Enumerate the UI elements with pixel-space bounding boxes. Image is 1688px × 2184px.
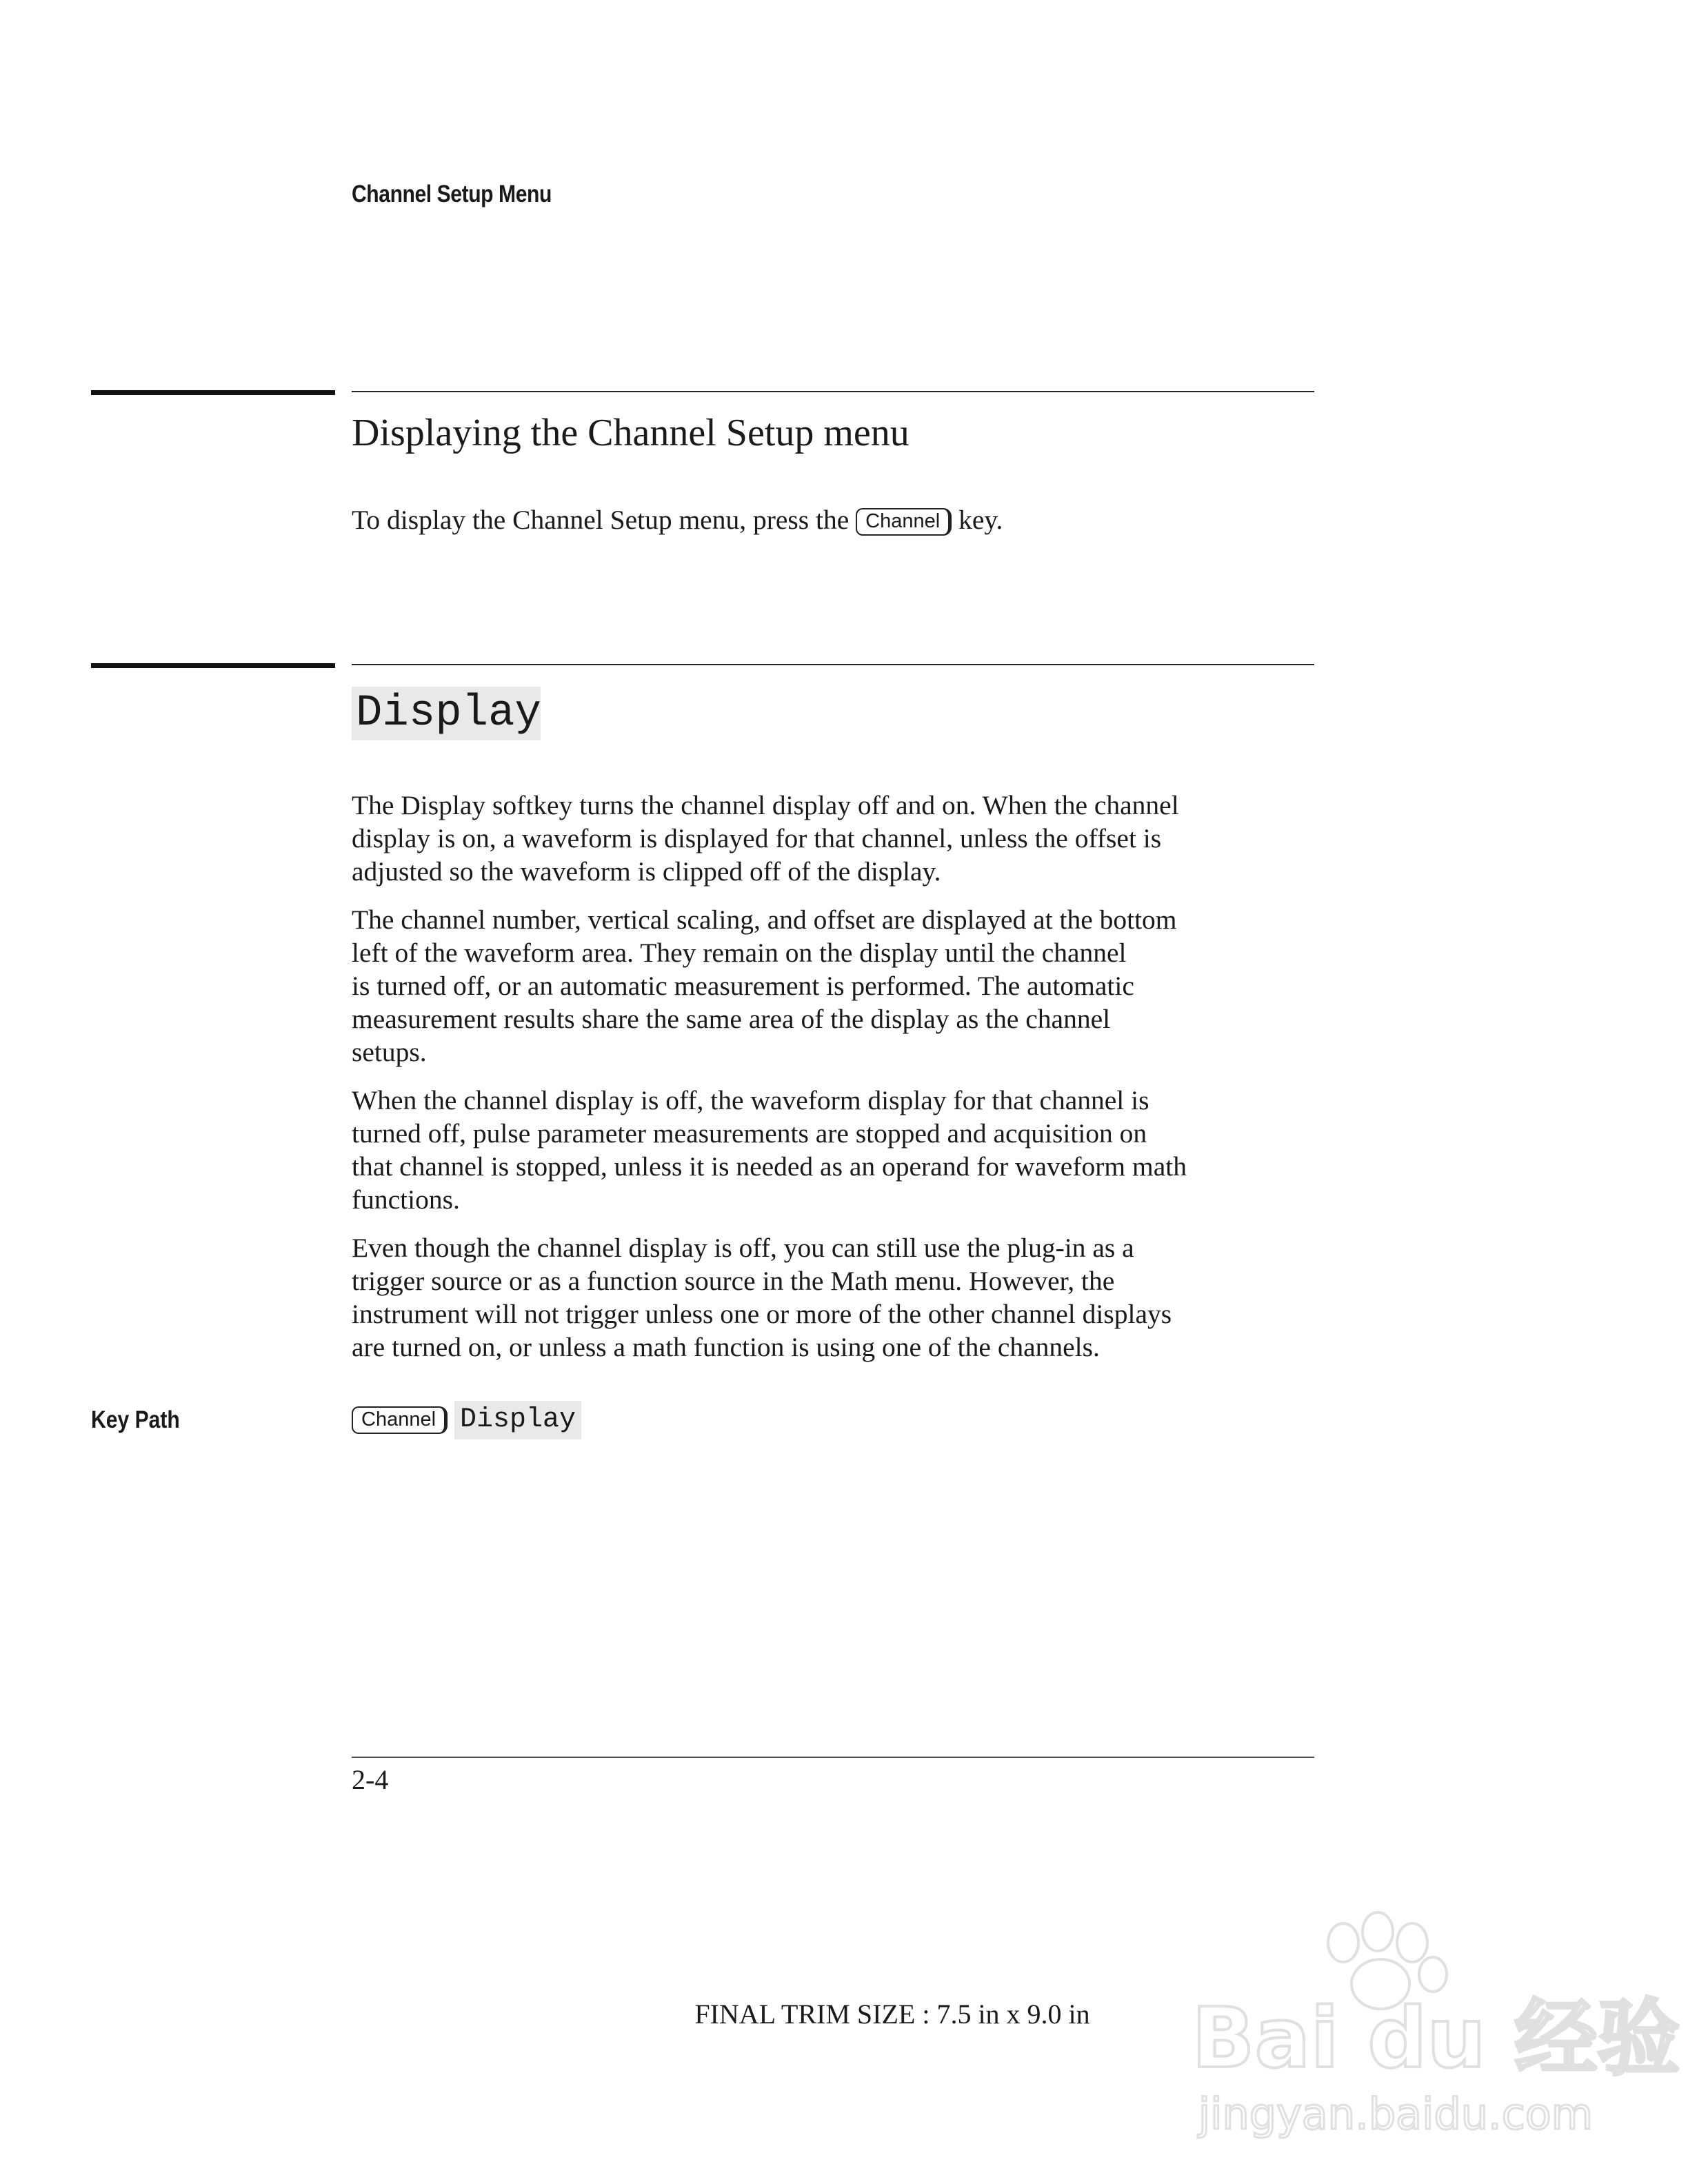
paragraph-line: adjusted so the waveform is clipped off of the display. xyxy=(352,856,941,887)
paragraph-line: is turned off, or an automatic measurement is performed. The automatic xyxy=(352,971,1134,1001)
paragraph-line: measurement results share the same area of the display as the channel xyxy=(352,1004,1111,1034)
key-path-label: Key Path xyxy=(91,1406,180,1433)
paragraph-line: functions. xyxy=(352,1184,460,1215)
paragraph-line: display is on, a waveform is displayed for that channel, unless the offset is xyxy=(352,823,1162,853)
channel-key-cap: Channel xyxy=(352,1406,448,1434)
key-path xyxy=(352,1401,581,1439)
section-title-display-softkey: Display xyxy=(352,687,541,740)
page-number: 2-4 xyxy=(352,1764,389,1795)
section-title-displaying: Displaying the Channel Setup menu xyxy=(352,412,910,454)
paragraph-2 xyxy=(352,903,1331,1069)
section-rule-thick xyxy=(91,390,335,395)
paragraph-line: left of the waveform area. They remain on the display until the channel xyxy=(352,938,1127,968)
paragraph-4 xyxy=(352,1231,1331,1364)
paragraph-line: trigger source or as a function source in the Math menu. However, the xyxy=(352,1266,1115,1296)
paragraph-line: The channel number, vertical scaling, and offset are displayed at the bottom xyxy=(352,904,1177,935)
section-rule-thin xyxy=(352,391,1314,392)
paragraph-line: Even though the channel display is off, you can still use the plug-in as a xyxy=(352,1233,1134,1263)
channel-key-cap: Channel xyxy=(856,508,952,536)
display-softkey-label: Display xyxy=(454,1401,581,1439)
paragraph-line: instrument will not trigger unless one or more of the other channel displays xyxy=(352,1299,1172,1329)
trim-size-note: FINAL TRIM SIZE : 7.5 in x 9.0 in xyxy=(694,1999,1090,2030)
paragraph-line: turned off, pulse parameter measurements are stopped and acquisition on xyxy=(352,1118,1147,1149)
paragraph-line: that channel is stopped, unless it is needed as an operand for waveform math xyxy=(352,1151,1187,1182)
intro-text-before: To display the Channel Setup menu, press the xyxy=(352,505,856,535)
paragraph-line: are turned on, or unless a math function is using one of the channels. xyxy=(352,1332,1100,1362)
footer-rule xyxy=(352,1757,1314,1758)
paragraph-3 xyxy=(352,1084,1331,1216)
watermark-url: jingyan.baidu.com xyxy=(1198,2089,1594,2139)
paragraph-line: setups. xyxy=(352,1037,427,1067)
paragraph-1 xyxy=(352,789,1331,888)
intro-paragraph xyxy=(352,503,1331,536)
section-rule-thick xyxy=(91,663,335,668)
baidu-watermark xyxy=(1185,1908,1680,2143)
paragraph-line: The Display softkey turns the channel display off and on. When the channel xyxy=(352,790,1179,820)
running-head: Channel Setup Menu xyxy=(352,181,552,208)
paragraph-line: When the channel display is off, the waveform display for that channel is xyxy=(352,1085,1149,1115)
watermark-brand: Bai du 经验 xyxy=(1192,1991,1680,2087)
section-rule-thin xyxy=(352,664,1314,665)
intro-text-after: key. xyxy=(952,505,1003,535)
